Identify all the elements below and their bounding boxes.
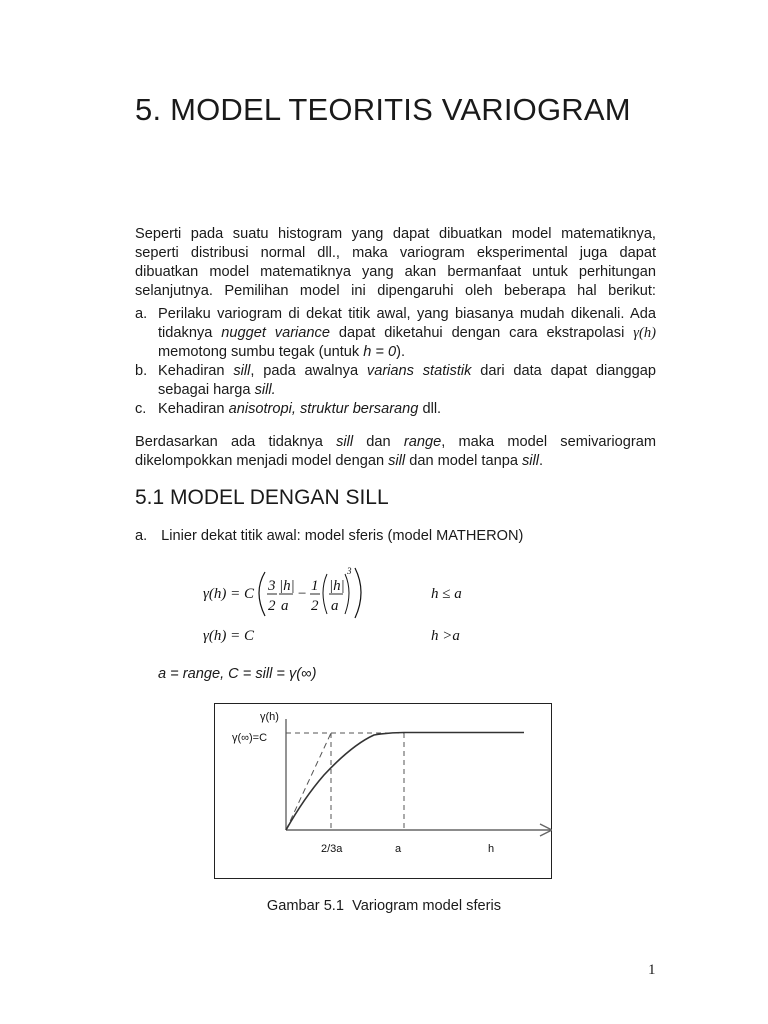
list-italic: γ(h) xyxy=(633,325,656,341)
list-text: Kehadiran xyxy=(158,363,234,379)
list-text: dapat diketahui dengan cara ekstrapolasi xyxy=(329,325,634,341)
frac3-den: 2 xyxy=(311,598,319,614)
eq-minus: − xyxy=(297,586,308,602)
list-text: Linier dekat titik awal: model sferis (model MATHERON) xyxy=(161,528,524,544)
paren-right xyxy=(355,568,361,618)
frac2-num: |h| xyxy=(279,578,295,594)
list-marker: a. xyxy=(135,306,148,322)
frac2-den: a xyxy=(281,598,289,614)
model-item xyxy=(135,528,523,544)
eq-condition-2: h >a xyxy=(431,628,460,644)
paren-inner-right xyxy=(345,574,349,614)
page-number: 1 xyxy=(648,962,656,978)
list-italic: sill xyxy=(233,363,251,379)
para-text: dan xyxy=(353,434,404,450)
para-text: dan model tanpa xyxy=(405,453,522,469)
page-title: 5. MODEL TEORITIS VARIOGRAM xyxy=(135,92,631,127)
frac1-den: 2 xyxy=(268,598,276,614)
list-italic: sill. xyxy=(254,382,276,398)
paren-left xyxy=(259,572,265,616)
x-tick-label: h xyxy=(488,843,495,855)
eq-exponent: 3 xyxy=(347,566,352,576)
frac1-num: 3 xyxy=(268,578,276,594)
list-italic: nugget variance xyxy=(221,325,330,341)
list-text: ). xyxy=(396,344,406,360)
list-text: dll. xyxy=(418,401,442,417)
para-italic: sill xyxy=(336,434,354,450)
eq-condition-1: h ≤ a xyxy=(431,586,462,602)
x-tick-label: a xyxy=(395,843,402,855)
sill-label: γ(∞)=C xyxy=(232,732,268,744)
list-marker: c. xyxy=(135,401,147,417)
grouping-paragraph xyxy=(135,433,656,471)
frac3-num: 1 xyxy=(311,578,319,594)
eq-lhs: γ(h) = C xyxy=(203,586,255,602)
frac4-num: |h| xyxy=(329,578,345,594)
list-text: Kehadiran xyxy=(158,401,229,417)
list-item xyxy=(135,400,656,419)
list-italic: varians statistik xyxy=(366,363,472,379)
list-text: Perilaku variogram di dekat titik awal, yang biasanya mudah dikenali. Ada tidaknya xyxy=(158,306,656,341)
x-tick-label: 2/3a xyxy=(321,843,343,855)
section-heading: 5.1 MODEL DENGAN SILL xyxy=(135,486,389,509)
frac4-den: a xyxy=(331,598,339,614)
para-text: . xyxy=(539,453,544,469)
para-italic: sill xyxy=(522,453,540,469)
spherical-variogram-figure xyxy=(214,703,552,879)
para-text: Berdasarkan ada tidaknya xyxy=(135,434,337,450)
intro-paragraph: Seperti pada suatu histogram yang dapat dibuatkan model matematiknya, seperti distribusi normal dll., maka variogram eksperimental juga dapat dibuatkan model matematiknya yang akan bermanfaat untuk perhitungan selanjutnya. Pemilihan model ini dipengaruhi oleh beberapa hal berikut: xyxy=(135,226,656,299)
list-item xyxy=(135,305,656,362)
list-item xyxy=(135,362,656,400)
para-italic: sill xyxy=(388,453,406,469)
factor-list xyxy=(135,305,656,419)
paren-inner-left xyxy=(323,574,327,614)
range-sill-definition: a = range, C = sill = γ(∞) xyxy=(158,666,317,682)
tangent-line xyxy=(286,733,331,830)
para-italic: range xyxy=(403,434,442,450)
eq-line-2: γ(h) = C xyxy=(203,628,255,644)
spherical-model-equation xyxy=(195,560,485,650)
figure-caption: Gambar 5.1 Variogram model sferis xyxy=(266,898,502,914)
y-axis-label: γ(h) xyxy=(260,711,279,723)
list-italic: anisotropi, struktur bersarang xyxy=(228,401,419,417)
variogram-curve xyxy=(286,733,524,831)
list-marker: a. xyxy=(135,528,148,544)
list-text: dari data dapat dianggap sebagai harga xyxy=(158,363,656,398)
list-text: , pada awalnya xyxy=(250,363,367,379)
list-italic: h = 0 xyxy=(363,344,397,360)
list-marker: b. xyxy=(135,363,148,379)
list-text: memotong sumbu tegak (untuk xyxy=(158,344,364,360)
para-text: , maka model semivariogram dikelompokkan menjadi model dengan xyxy=(135,434,656,469)
